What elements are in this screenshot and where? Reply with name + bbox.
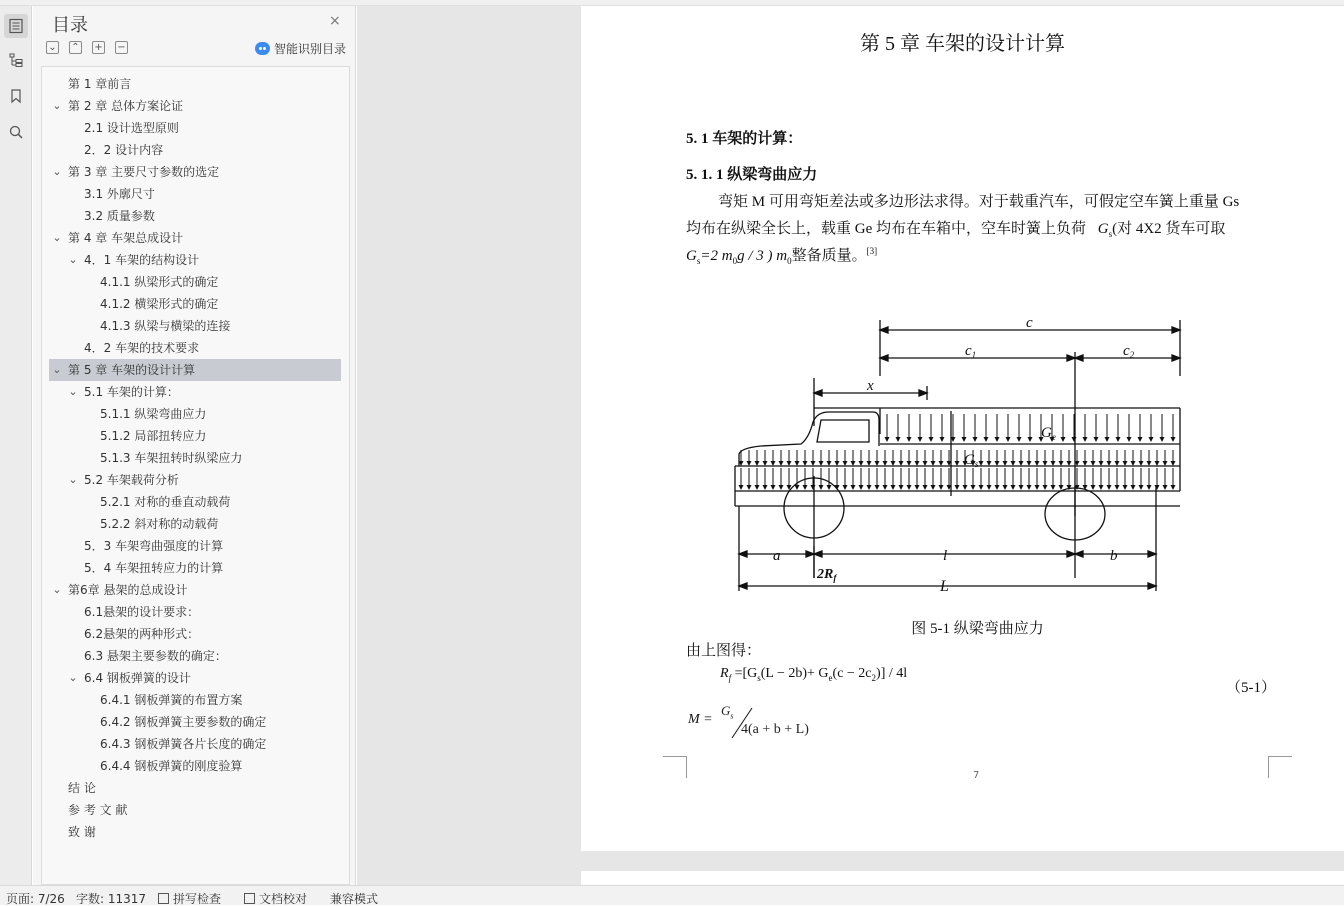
dim-label-L: L [940,578,949,595]
dim-label-a: a [773,548,781,564]
toc-item-label: 6.2悬架的两种形式： [84,627,200,641]
figure-caption: 图 5-1 纵梁弯曲应力 [911,621,1044,637]
toc-item-label: 3.1 外廓尺寸 [84,187,155,201]
load-arrow-ge-head [896,437,901,442]
toc-item-label: 5.1.2 局部扭转应力 [100,429,207,443]
compat-mode-label: 兼容模式 [330,892,379,906]
load-arrow-frame-head [1123,485,1128,490]
load-arrow-gs-head [907,461,912,466]
load-arrow-frame-head [1003,485,1008,490]
toc-panel-icon[interactable] [4,14,28,38]
load-arrow-ge-head [1017,437,1022,442]
section-heading-5-1: 5. 1 车架的计算： [686,131,803,147]
load-arrow-frame-head [963,485,968,490]
toc-item-label: 5.2.2 斜对称的动载荷 [100,517,219,531]
toc-title: 目录 [52,15,88,36]
toc-item[interactable] [49,425,341,447]
load-arrow-ge-head [1061,437,1066,442]
load-arrow-frame-head [923,485,928,490]
toc-item[interactable] [49,447,341,469]
toc-item-label: 6.3 悬架主要参数的确定： [84,649,227,663]
load-arrow-gs-head [931,461,936,466]
load-arrow-gs-head [1139,461,1144,466]
load-arrow-frame-head [1059,485,1064,490]
truck-frame-diagram [721,316,1191,598]
toc-item[interactable] [49,469,341,491]
toc-item-label: 4．1 车架的结构设计 [84,253,200,267]
paragraph-line-1: 弯矩 M 可用弯矩差法或多边形法求得。对于载重汽车，可假定空车簧上重量 Gs [718,194,1240,210]
load-arrow-frame-head [987,485,992,490]
document-area [357,6,1344,885]
ai-assistant-icon [255,42,270,55]
toc-list [41,66,350,885]
toc-item-label: 4．2 车架的技术要求 [84,341,200,355]
load-arrow-gs-head [1147,461,1152,466]
load-arrow-gs-head [1115,461,1120,466]
load-arrow-gs-head [1083,461,1088,466]
dim-label-l: l [943,548,948,564]
load-arrow-gs-head [795,461,800,466]
load-arrow-gs-head [891,461,896,466]
load-arrow-ge-head [962,437,967,442]
toc-item-label: 4.1.3 纵梁与横梁的连接 [100,319,231,333]
toc-item[interactable] [49,601,341,623]
toc-item-label: 6.1悬架的设计要求： [84,605,200,619]
toc-item[interactable] [49,359,341,381]
load-arrow-gs-head [955,461,960,466]
load-arrow-frame-head [1011,485,1016,490]
load-arrow-ge-head [1149,437,1154,442]
toc-item-label: 4.1.2 横梁形式的确定 [100,297,219,311]
load-arrow-frame-head [1099,485,1104,490]
toc-item-label: 第 3 章 主要尺寸参数的选定 [68,165,220,179]
toc-item-label: 5.2 车架载荷分析 [84,473,179,487]
toc-item[interactable] [49,535,341,557]
toc-item-label: 3.2 质量参数 [84,209,155,223]
load-arrow-frame-head [779,485,784,490]
search-icon[interactable] [4,120,28,144]
load-arrow-frame-head [891,485,896,490]
spell-check-toggle[interactable]: 拼写检查 [158,890,221,907]
load-arrow-frame-head [971,485,976,490]
load-arrow-frame-head [1035,485,1040,490]
load-arrow-frame-head [915,485,920,490]
toc-item-label: 结 论 [68,781,96,795]
load-arrow-ge-head [984,437,989,442]
load-arrow-frame-head [995,485,1000,490]
toc-item-label: 6.4.4 钢板弹簧的刚度验算 [100,759,243,773]
equation-5-1: $R_f =[G_s(L - 2b)+ G_e(c - 2c_2)] / 4l$ [720,666,908,683]
toc-item[interactable] [49,513,341,535]
distributed-load-arrows [739,414,1176,490]
toc-item[interactable] [49,315,341,337]
chevron-down-icon[interactable]: ⌄ [68,473,78,486]
load-arrow-frame-head [1019,485,1024,490]
load-arrow-ge-head [929,437,934,442]
load-arrow-frame-head [859,485,864,490]
load-arrow-frame-head [819,485,824,490]
load-arrow-gs-head [747,461,752,466]
load-arrow-gs-head [1163,461,1168,466]
page-corner-mark-left [663,756,687,778]
load-arrow-gs-head [979,461,984,466]
load-arrow-gs-head [1131,461,1136,466]
load-arrow-ge-head [1083,437,1088,442]
load-arrow-gs-head [915,461,920,466]
equation-moment-numerator: $G_s$ [721,703,734,721]
load-arrow-ge-head [1116,437,1121,442]
load-arrow-frame-head [803,485,808,490]
toc-item-label: 5.1 车架的计算： [84,385,179,399]
load-arrow-frame-head [1171,485,1176,490]
load-arrow-gs-head [1019,461,1024,466]
chevron-down-icon[interactable]: ⌄ [68,385,78,398]
load-arrow-gs-head [923,461,928,466]
toc-item[interactable] [49,711,341,733]
load-arrow-frame-head [931,485,936,490]
toc-item-label: 5．3 车架弯曲强度的计算 [84,539,224,553]
load-arrow-ge-head [1028,437,1033,442]
toc-item[interactable] [49,293,341,315]
load-arrow-gs-head [755,461,760,466]
load-arrow-gs-head [819,461,824,466]
load-arrow-gs-head [1155,461,1160,466]
load-arrow-frame-head [1051,485,1056,490]
page-corner-mark-right [1268,756,1292,778]
load-arrow-gs-head [987,461,992,466]
toc-item-label: 6.4 钢板弹簧的设计 [84,671,191,685]
load-arrow-frame-head [795,485,800,490]
load-arrow-gs-head [803,461,808,466]
load-arrow-gs-head [763,461,768,466]
toc-item[interactable] [49,733,341,755]
from-figure-text: 由上图得： [686,643,762,659]
load-arrow-gs-head [843,461,848,466]
load-arrow-ge-head [1094,437,1099,442]
equation-number: （5-1） [1226,680,1276,696]
toc-item[interactable] [49,821,341,843]
load-arrow-gs-head [771,461,776,466]
load-arrow-gs-head [883,461,888,466]
load-arrow-gs-head [827,461,832,466]
toc-item[interactable] [49,777,341,799]
load-arrow-gs-head [1027,461,1032,466]
dim-label-c: c [1026,316,1033,331]
dim-label-c2: $c_2$ [1123,343,1135,360]
load-arrow-ge-head [885,437,890,442]
load-arrow-frame-head [899,485,904,490]
dim-label-b: b [1110,548,1118,564]
document-page [581,6,1344,851]
toc-panel [33,6,356,885]
load-arrow-gs-head [851,461,856,466]
load-arrow-gs-head [939,461,944,466]
load-arrow-gs-head [1099,461,1104,466]
outline-icon[interactable] [4,48,28,72]
toc-item-label: 致 谢 [68,825,96,839]
load-arrow-ge-head [907,437,912,442]
load-arrow-gs-head [1011,461,1016,466]
toc-item-label: 5.1.1 纵梁弯曲应力 [100,407,207,421]
toc-item[interactable] [49,755,341,777]
load-arrow-frame-head [1131,485,1136,490]
toc-toolbar [46,41,128,55]
load-arrow-frame-head [1139,485,1144,490]
toc-item[interactable] [49,579,341,601]
load-label-ge: $G_e$ [1041,425,1056,442]
word-count[interactable]: 字数: 11317 [76,892,147,906]
load-arrow-gs-head [787,461,792,466]
load-arrow-gs-head [859,461,864,466]
load-arrow-frame-head [1043,485,1048,490]
toc-item-label: 参 考 文 献 [68,803,128,817]
toc-item[interactable] [49,337,341,359]
load-arrow-ge-head [995,437,1000,442]
toc-item-label: 6.4.1 钢板弹簧的布置方案 [100,693,243,707]
load-arrow-ge-head [1072,437,1077,442]
toc-item-label: 2.1 设计选型原则 [84,121,179,135]
toc-item[interactable] [49,139,341,161]
left-icon-bar [0,6,32,885]
dim-label-x: x [867,378,874,394]
toc-item-label: 6.4.2 钢板弹簧主要参数的确定 [100,715,267,729]
toc-item-label: 5.1.3 车架扭转时纵梁应力 [100,451,243,465]
toc-item[interactable] [49,117,341,139]
toc-item-label: 第6章 悬架的总成设计 [68,583,188,597]
load-arrow-frame-head [739,485,744,490]
add-icon[interactable]: + [92,41,105,54]
load-arrow-ge-head [1160,437,1165,442]
checkbox-icon [158,893,169,904]
checkbox-icon [244,893,255,904]
load-arrow-frame-head [939,485,944,490]
toc-item-label: 2．2 设计内容 [84,143,164,157]
toc-item-label: 第 2 章 总体方案论证 [68,99,184,113]
load-arrow-frame-head [867,485,872,490]
toc-item[interactable] [49,183,341,205]
load-arrow-gs-head [1107,461,1112,466]
equation-moment-denominator: 4(a + b + L) [741,722,809,737]
close-icon[interactable]: × [329,13,341,29]
load-arrow-frame-head [875,485,880,490]
paragraph-line-2: 均布在纵梁全长上，载重 Ge 均布在车箱中，空车时簧上负荷 $G_s$(对 4X2 货车可取 [686,221,1226,239]
toc-item-label: 5.2.1 对称的垂直动载荷 [100,495,231,509]
load-arrow-gs-head [1067,461,1072,466]
chevron-down-icon[interactable]: ⌄ [52,583,62,596]
load-arrow-frame-head [843,485,848,490]
remove-icon[interactable]: − [115,41,128,54]
load-arrow-gs-head [867,461,872,466]
load-arrow-frame-head [1091,485,1096,490]
next-page-edge [581,871,1344,885]
toc-item[interactable] [49,689,341,711]
load-arrow-gs-head [1043,461,1048,466]
toc-item[interactable] [49,623,341,645]
toc-item[interactable] [49,491,341,513]
chevron-down-icon[interactable]: ⌄ [52,231,62,244]
load-arrow-frame-head [771,485,776,490]
load-label-gs: $G_s$ [964,452,979,469]
load-arrow-ge-head [1105,437,1110,442]
smart-recognize-label: 智能识别目录 [274,42,347,56]
dim-label-2rf: $2R_f$ [817,567,837,583]
toc-item[interactable] [49,205,341,227]
load-arrow-frame-head [979,485,984,490]
chevron-down-icon[interactable]: ⌄ [52,165,62,178]
load-arrow-ge-head [1138,437,1143,442]
toc-item[interactable] [49,271,341,293]
load-arrow-gs-head [811,461,816,466]
toc-item[interactable] [49,403,341,425]
load-arrow-frame-head [1163,485,1168,490]
toc-item[interactable] [49,799,341,821]
chapter-title: 第 5 章 车架的设计计算 [860,33,1065,55]
toc-item[interactable] [49,227,341,249]
load-arrow-frame-head [883,485,888,490]
toc-item[interactable] [49,249,341,271]
load-arrow-ge-head [1171,437,1176,442]
chevron-down-icon[interactable]: ⌄ [52,363,62,376]
load-arrow-ge-head [1127,437,1132,442]
toc-item-label: 第 4 章 车架总成设计 [68,231,184,245]
toc-item[interactable] [49,73,341,95]
load-arrow-frame-head [827,485,832,490]
load-arrow-frame-head [1027,485,1032,490]
load-arrow-gs-head [1035,461,1040,466]
equation-moment: M = [688,712,713,727]
load-arrow-frame-head [851,485,856,490]
doc-proofread-toggle[interactable]: 文档校对 [244,890,307,907]
load-arrow-frame-head [1107,485,1112,490]
toc-item-label: 6.4.3 钢板弹簧各片长度的确定 [100,737,267,751]
chevron-down-icon[interactable]: ⌄ [68,671,78,684]
load-arrow-gs-head [1123,461,1128,466]
section-heading-5-1-1: 5. 1. 1 纵梁弯曲应力 [686,167,818,183]
page-indicator[interactable]: 页面: 7/26 [6,892,65,906]
collapse-all-icon[interactable]: ⌃ [69,41,82,54]
load-arrow-ge-head [1006,437,1011,442]
load-arrow-ge-head [918,437,923,442]
toc-item-label: 第 5 章 车架的设计计算 [68,363,196,377]
load-arrow-frame-head [811,485,816,490]
smart-recognize-toc-button[interactable] [255,40,346,57]
toc-item-label: 4.1.1 纵梁形式的确定 [100,275,219,289]
bookmark-icon[interactable] [4,84,28,108]
load-arrow-gs-head [835,461,840,466]
page-number: 7 [973,770,980,781]
toc-item[interactable] [49,161,341,183]
load-arrow-frame-head [747,485,752,490]
toc-item[interactable] [49,557,341,579]
load-arrow-gs-head [779,461,784,466]
dim-label-c1: $c_1$ [965,343,977,360]
load-arrow-frame-head [1147,485,1152,490]
load-arrow-ge-head [940,437,945,442]
load-arrow-gs-head [995,461,1000,466]
load-arrow-gs-head [875,461,880,466]
load-arrow-gs-head [1171,461,1176,466]
status-bar [0,885,1344,905]
toc-item[interactable] [49,95,341,117]
load-arrow-gs-head [1051,461,1056,466]
load-arrow-gs-head [1059,461,1064,466]
chevron-down-icon[interactable]: ⌄ [52,99,62,112]
load-arrow-gs-head [1091,461,1096,466]
toc-item[interactable] [49,667,341,689]
paragraph-line-3: $G_s=2$ $m_0g / 3$ ) $m_0$整备质量。[3] [686,246,878,266]
load-arrow-frame-head [1115,485,1120,490]
load-arrow-frame-head [1155,485,1160,490]
load-arrow-frame-head [755,485,760,490]
expand-all-icon[interactable]: ⌄ [46,41,59,54]
load-arrow-frame-head [763,485,768,490]
load-arrow-ge-head [973,437,978,442]
load-arrow-gs-head [1003,461,1008,466]
chevron-down-icon[interactable]: ⌄ [68,253,78,266]
load-arrow-gs-head [899,461,904,466]
load-arrow-frame-head [907,485,912,490]
toc-item[interactable] [49,645,341,667]
toc-item-label: 第 1 章前言 [68,77,132,91]
toc-item-label: 5．4 车架扭转应力的计算 [84,561,224,575]
load-arrow-frame-head [955,485,960,490]
toc-item[interactable] [49,381,341,403]
